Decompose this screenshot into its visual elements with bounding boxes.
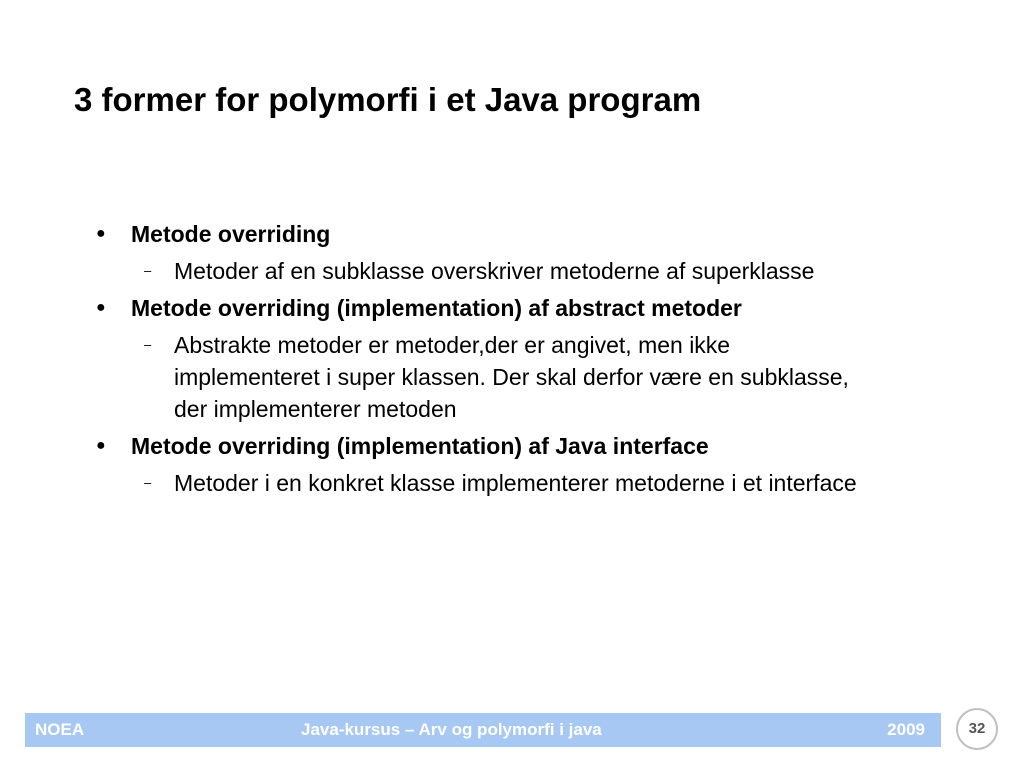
sub-bullet-text: Metoder i en konkret klasse implementerer metoderne i et interface (174, 470, 857, 496)
footer-bar (25, 713, 941, 747)
dash-icon: – (144, 263, 152, 278)
bullet-item (94, 292, 924, 324)
footer-course-title: Java-kursus – Arv og polymorfi i java (301, 720, 602, 739)
bullet-text: Metode overriding (implementation) af abstract metoder (131, 295, 742, 321)
slide-title: 3 former for polymorfi i et Java program (74, 81, 702, 118)
sub-bullet-text: Abstrakte metoder er metoder,der er angivet, men ikke implementeret i super klassen. Der skal derfor være en subklasse, der implementerer metoden (174, 332, 849, 422)
slide-content (94, 218, 924, 499)
sub-bullet-item (94, 467, 924, 499)
bullet-icon: ● (96, 225, 106, 242)
bullet-text: Metode overriding (131, 221, 331, 247)
bullet-text: Metode overriding (implementation) af Java interface (131, 433, 709, 459)
footer-organization: NOEA (35, 720, 85, 739)
sub-bullet-item (94, 255, 924, 287)
sub-bullet-text: Metoder af en subklasse overskriver metoderne af superklasse (174, 258, 815, 284)
page-number: 32 (956, 708, 998, 750)
bullet-icon: ● (96, 437, 106, 454)
bullet-item (94, 430, 924, 462)
footer-year: 2009 (887, 720, 925, 739)
bullet-icon: ● (96, 299, 106, 316)
bullet-item (94, 218, 924, 250)
dash-icon: – (144, 337, 152, 352)
dash-icon: – (144, 475, 152, 490)
sub-bullet-item (94, 329, 924, 425)
